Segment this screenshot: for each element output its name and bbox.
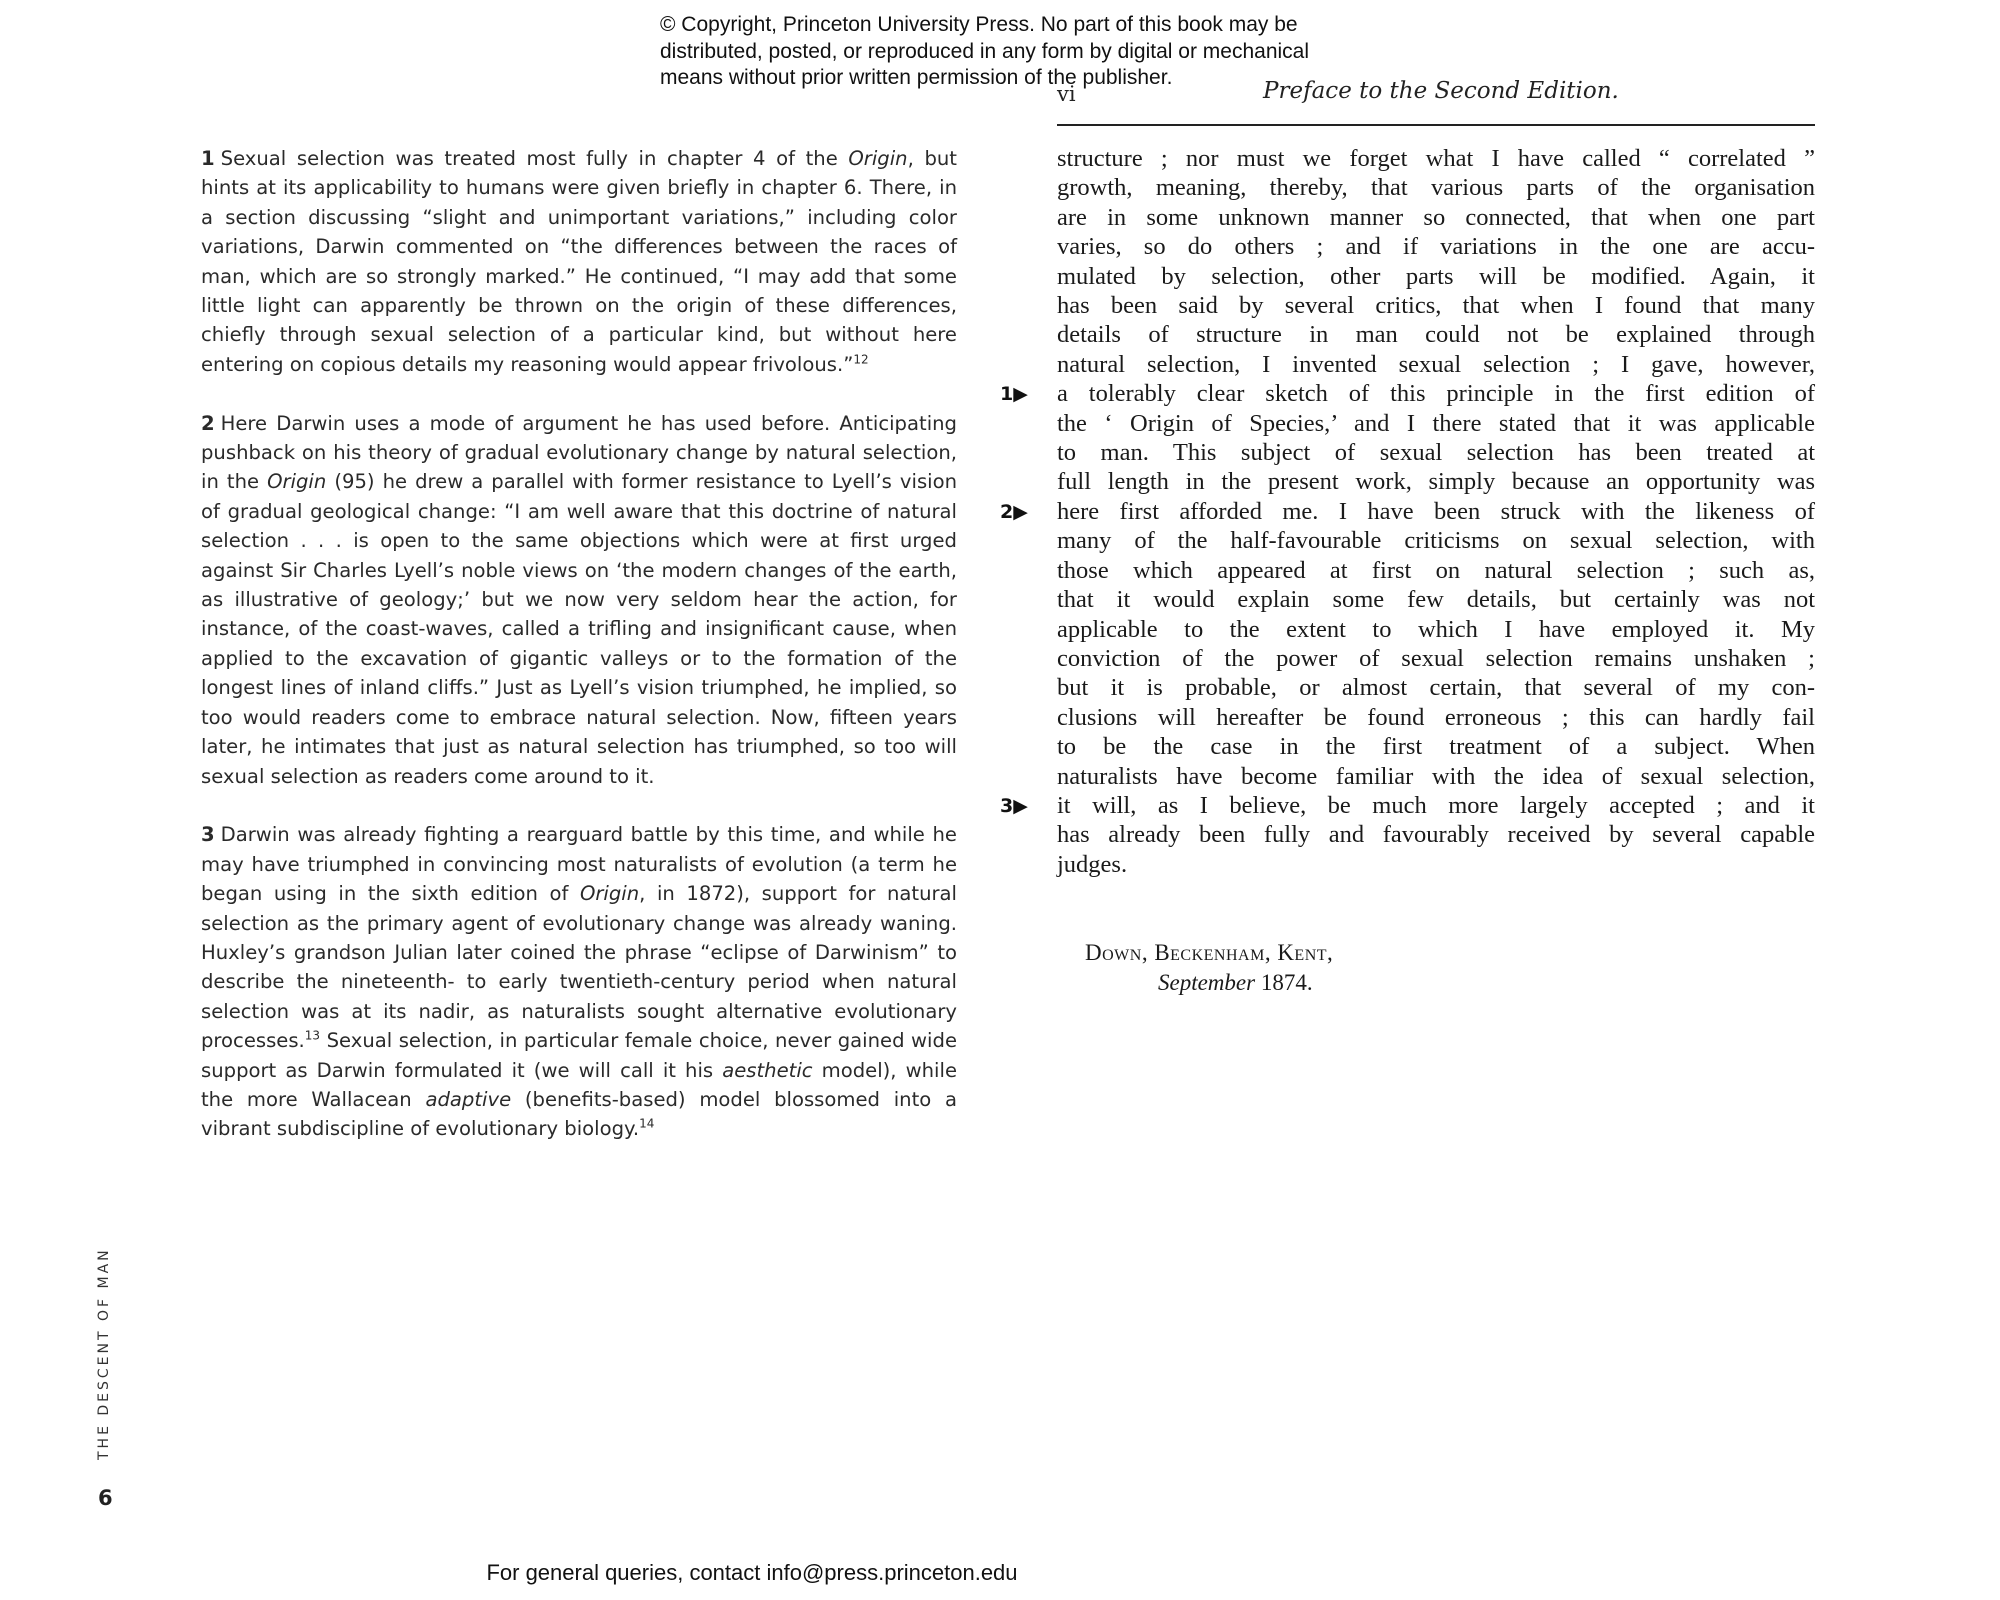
- note-text: Sexual selection, in particular female choice, never gained wide support as Darwin formulated it (we will call it his: [201, 1029, 957, 1082]
- original-text-line: are in some unknown manner so connected, that when one part: [1057, 203, 1815, 231]
- copyright-line: means without prior written permission of the publisher.: [660, 66, 1173, 89]
- original-text-line: here first afforded me. I have been struck with the likeness of: [1057, 497, 1815, 525]
- running-head: [1057, 76, 1815, 116]
- note-text: model), while the more Wallacean: [201, 1058, 958, 1111]
- preface-signature: [1085, 938, 1333, 998]
- footer-contact: For general queries, contact info@press.princeton.edu: [486, 1560, 1018, 1585]
- original-text-line: natural selection, I invented sexual selection ; I gave, however,: [1057, 350, 1815, 378]
- original-page-number: vi: [1057, 82, 1076, 106]
- header-rule: [1057, 124, 1815, 126]
- note-marker-1: 1▶: [1000, 383, 1028, 406]
- note-italic: Origin: [848, 147, 908, 170]
- original-text-line: details of structure in man could not be explained through: [1057, 321, 1815, 349]
- note-text: Darwin was already fighting a rearguard battle by this time, and while he may have triumphed in convincing most naturalists of evolution (a term he began using in the sixth edition of: [201, 823, 957, 906]
- original-text-line: has been said by several critics, that when I found that many: [1057, 292, 1815, 320]
- note-italic: Origin: [579, 882, 640, 906]
- original-text-line: full length in the present work, simply because an opportunity was: [1057, 468, 1815, 496]
- note-italic: aesthetic: [722, 1058, 813, 1082]
- original-text-line: structure ; nor must we forget what I have called “ correlated ”: [1057, 145, 1815, 172]
- original-text-line: but it is probable, or almost certain, that several of my con-: [1057, 674, 1815, 702]
- original-text-line: those which appeared at first on natural selection ; such as,: [1057, 556, 1815, 584]
- original-text-line: that it would explain some few details, but certainly was not: [1057, 586, 1815, 614]
- original-text-line: to man. This subject of sexual selection has been treated at: [1057, 439, 1815, 467]
- signature-month: September: [1158, 970, 1256, 995]
- original-text-line: growth, meaning, thereby, that various parts of the organisation: [1057, 174, 1815, 202]
- running-head-title: Preface to the Second Edition.: [1263, 78, 1619, 104]
- original-text-line: clusions will hereafter be found erroneous ; this can hardly fail: [1057, 703, 1815, 731]
- note-number: 1: [201, 147, 215, 170]
- endnote-ref: 13: [304, 1028, 321, 1043]
- original-text-line: conviction of the power of sexual selection remains unshaken ;: [1057, 644, 1815, 672]
- original-text-line: naturalists have become familiar with the idea of sexual selection,: [1057, 762, 1815, 790]
- annotation-note-3: [201, 820, 957, 1143]
- original-text-line: mulated by selection, other parts will be modified. Again, it: [1057, 262, 1815, 290]
- note-text: (95) he drew a parallel with former resistance to Lyell’s vision of gradual geological change: “I am well aware that this doctrine of natural selection . . . is open to the same objections which were at first urged against Sir Charles Lyell’s noble views on ‘the modern changes of the earth, as illustrative of geology;’ but we now very seldom hear the action, for instance, of the coast-waves, called a trifling and insignificant cause, when applied to the excavation of gigantic valleys or to the formation of the longest lines of inland cliffs.” Just as Lyell’s vision triumphed, he implied, so too would readers come to embrace natural selection. Now, fifteen years later, he intimates that just as natural selection has triumphed, so too will sexual selection as readers come around to it.: [201, 470, 957, 788]
- note-marker-3: 3▶: [1000, 794, 1028, 817]
- annotation-column: [201, 144, 957, 1173]
- note-number: 2: [201, 411, 215, 435]
- endnote-ref: 14: [639, 1116, 655, 1131]
- original-text-line: applicable to the extent to which I have employed it. My: [1057, 615, 1815, 643]
- original-text-line: the ‘ Origin of Species,’ and I there stated that it was applicable: [1057, 409, 1815, 437]
- signature-date: [1085, 968, 1333, 998]
- original-text-line: varies, so do others ; and if variations in the one are accu-: [1057, 233, 1815, 261]
- original-text-line: to be the case in the first treatment of a subject. When: [1057, 733, 1815, 761]
- note-number: 3: [201, 823, 215, 847]
- note-italic: Origin: [267, 470, 327, 494]
- annotation-note-2: [201, 409, 957, 791]
- original-text-line: it will, as I believe, be much more largely accepted ; and it: [1057, 791, 1815, 819]
- original-text-line: a tolerably clear sketch of this principle in the first edition of: [1057, 380, 1815, 408]
- original-text-column: [1057, 144, 1815, 879]
- note-text: , but hints at its applicability to humans were given briefly in chapter 6. There, in a section discussing “slight and unimportant variations,” including color variations, Darwin commented on “the differences between the races of man, which are so strongly marked.” He continued, “I may add that some little light can apparently be thrown on the origin of these differences, chiefly through sexual selection of a particular kind, but without here entering on copious details my reasoning would appear frivolous.”: [201, 147, 957, 376]
- original-text-line: many of the half-favourable criticisms on sexual selection, with: [1057, 527, 1815, 555]
- note-text: , in 1872), support for natural selection as the primary agent of evolutionary change was already waning. Huxley’s grandson Julian later coined the phrase “eclipse of Darwinism” to describe the nineteenth- to early twentieth-century period when natural selection was at its nadir, as naturalists sought alternative evolutionary processes.: [201, 882, 958, 1053]
- note-text: Here Darwin uses a mode of argument he has used before. Anticipating pushback on his theory of gradual evolutionary change by natural selection, in the: [201, 411, 957, 494]
- copyright-line: distributed, posted, or reproduced in any form by digital or mechanical: [660, 39, 1310, 63]
- signature-year: 1874.: [1260, 970, 1313, 995]
- note-text: Sexual selection was treated most fully in chapter 4 of the: [220, 147, 849, 170]
- book-title-vertical: THE DESCENT OF MAN: [96, 1247, 112, 1460]
- endnote-ref: 12: [853, 352, 869, 367]
- signature-place: Down, Beckenham, Kent,: [1085, 940, 1334, 965]
- annotation-note-1: [201, 144, 957, 379]
- page-number: 6: [98, 1486, 113, 1510]
- original-text-line: has already been fully and favourably received by several capable: [1057, 821, 1815, 849]
- note-marker-2: 2▶: [1000, 500, 1028, 523]
- note-italic: adaptive: [425, 1087, 512, 1111]
- copyright-line: © Copyright, Princeton University Press. No part of this book may be: [660, 13, 1298, 36]
- note-text: (benefits-based) model blossomed into a vibrant subdiscipline of evolutionary biology.: [201, 1087, 957, 1141]
- original-text-line: judges.: [1057, 850, 1128, 878]
